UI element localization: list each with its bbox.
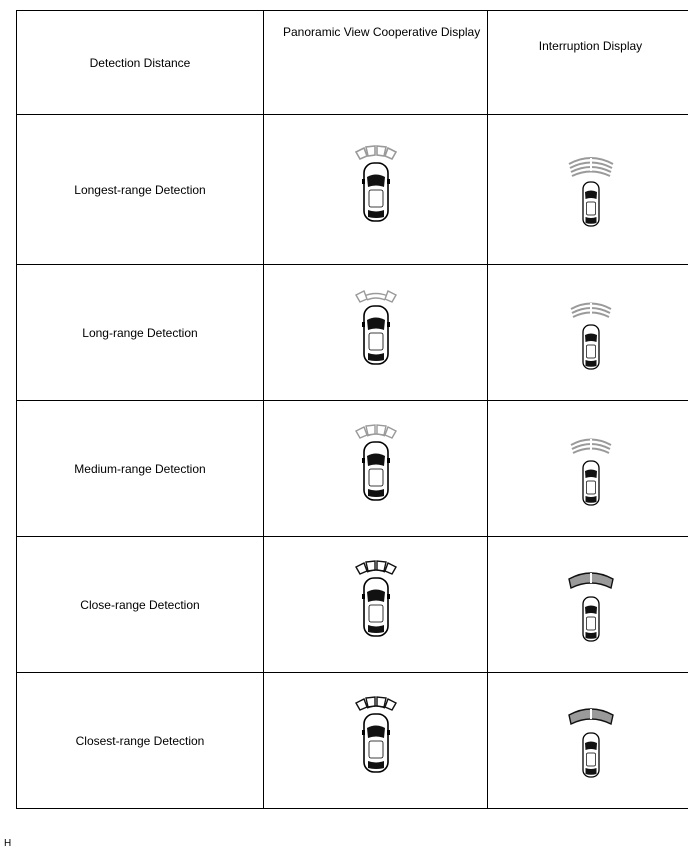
row-label: Closest-range Detection [17, 673, 264, 809]
sensor-arcs [356, 561, 396, 574]
sensor-arcs [356, 425, 396, 438]
panoramic-cell [264, 115, 488, 265]
car-sensor-arcs-icon [346, 145, 406, 235]
sensor-bands [571, 303, 611, 317]
sensor-bands [569, 573, 613, 588]
row-label: Long-range Detection [17, 265, 264, 401]
sensor-bands [569, 709, 613, 724]
header-row [17, 11, 688, 115]
interruption-cell [488, 537, 688, 673]
car-sensor-bands-icon [556, 701, 626, 781]
panoramic-cell [264, 673, 488, 809]
sensor-bands [571, 439, 611, 453]
sensor-arcs [356, 291, 396, 302]
row-label: Medium-range Detection [17, 401, 264, 537]
sensor-arcs [356, 146, 396, 159]
header-interruption-display: Interruption Display [488, 11, 688, 115]
car-sensor-arcs-icon [346, 424, 406, 514]
interruption-cell [488, 115, 688, 265]
car-sensor-arcs-icon [346, 560, 406, 650]
panoramic-cell [264, 537, 488, 673]
header-panoramic-view: Panoramic View Cooperative Display [264, 11, 488, 115]
table-row [17, 673, 688, 809]
car-sensor-arcs-icon [346, 696, 406, 786]
car-sensor-bands-icon [556, 293, 626, 373]
sensor-bands [569, 158, 613, 176]
figure-code: H [4, 838, 12, 849]
row-label: Longest-range Detection [17, 115, 264, 265]
detection-table [16, 10, 688, 809]
car-sensor-bands-icon [556, 565, 626, 645]
panoramic-cell [264, 265, 488, 401]
table-row [17, 265, 688, 401]
table-row [17, 537, 688, 673]
interruption-cell [488, 265, 688, 401]
interruption-cell [488, 401, 688, 537]
car-sensor-bands-icon [556, 429, 626, 509]
table-row [17, 115, 688, 265]
table-row [17, 401, 688, 537]
row-label: Close-range Detection [17, 537, 264, 673]
panoramic-cell [264, 401, 488, 537]
car-sensor-arcs-icon [346, 288, 406, 378]
interruption-cell [488, 673, 688, 809]
car-sensor-bands-icon [556, 150, 626, 230]
sensor-arcs [356, 697, 396, 710]
header-detection-distance: Detection Distance [17, 11, 264, 115]
